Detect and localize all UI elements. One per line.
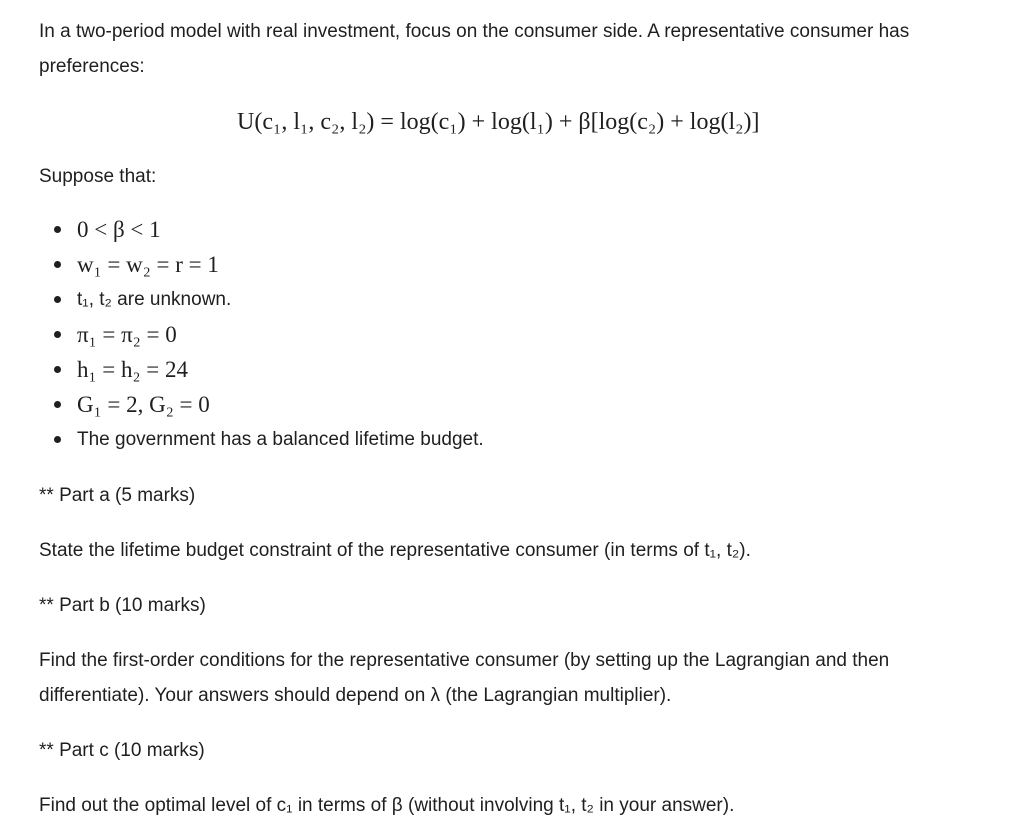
suppose-label: Suppose that:: [39, 166, 157, 187]
bullet-icon: [54, 331, 61, 338]
part-b-text-line2: differentiate). Your answers should depend on λ (the Lagrangian multiplier).: [39, 685, 672, 706]
part-c-text: Find out the optimal level of c₁ in terms of β (without involving t₁, t₂ in your answer).: [39, 795, 735, 816]
assumption-text: t₁, t₂ are unknown.: [77, 289, 232, 310]
utility-equation: U(c₁, l₁, c₂, l₂) = log(c₁) + log(l₁) + β[log(c₂) + log(l₂)]: [237, 109, 760, 135]
bullet-icon: [54, 261, 61, 268]
assumption-item: [39, 352, 484, 387]
part-b-heading: ** Part b (10 marks): [39, 595, 206, 616]
bullet-icon: [54, 401, 61, 408]
assumption-text: 0 < β < 1: [77, 217, 161, 242]
assumption-text: w₁ = w₂ = r = 1: [77, 252, 219, 277]
assumption-text: G₁ = 2, G₂ = 0: [77, 392, 210, 417]
assumption-item: [39, 282, 484, 317]
intro-text-line1: In a two-period model with real investment, focus on the consumer side. A representative consumer has: [39, 21, 910, 42]
assumption-item: [39, 212, 484, 247]
part-b-text-line1: Find the first-order conditions for the representative consumer (by setting up the Lagrangian and then: [39, 650, 890, 671]
assumption-list: [39, 212, 484, 457]
part-c-heading: ** Part c (10 marks): [39, 740, 205, 761]
part-a-heading: ** Part a (5 marks): [39, 485, 196, 506]
part-a-text: State the lifetime budget constraint of the representative consumer (in terms of t₁, t₂).: [39, 540, 751, 561]
bullet-icon: [54, 436, 61, 443]
assumption-item: [39, 247, 484, 282]
bullet-icon: [54, 296, 61, 303]
bullet-icon: [54, 366, 61, 373]
assumption-item: [39, 422, 484, 457]
assumption-text: The government has a balanced lifetime budget.: [77, 429, 484, 450]
bullet-icon: [54, 226, 61, 233]
assumption-item: [39, 317, 484, 352]
assumption-item: [39, 387, 484, 422]
assumption-text: h₁ = h₂ = 24: [77, 357, 188, 382]
assumption-text: π₁ = π₂ = 0: [77, 322, 177, 347]
intro-text-line2: preferences:: [39, 56, 145, 77]
